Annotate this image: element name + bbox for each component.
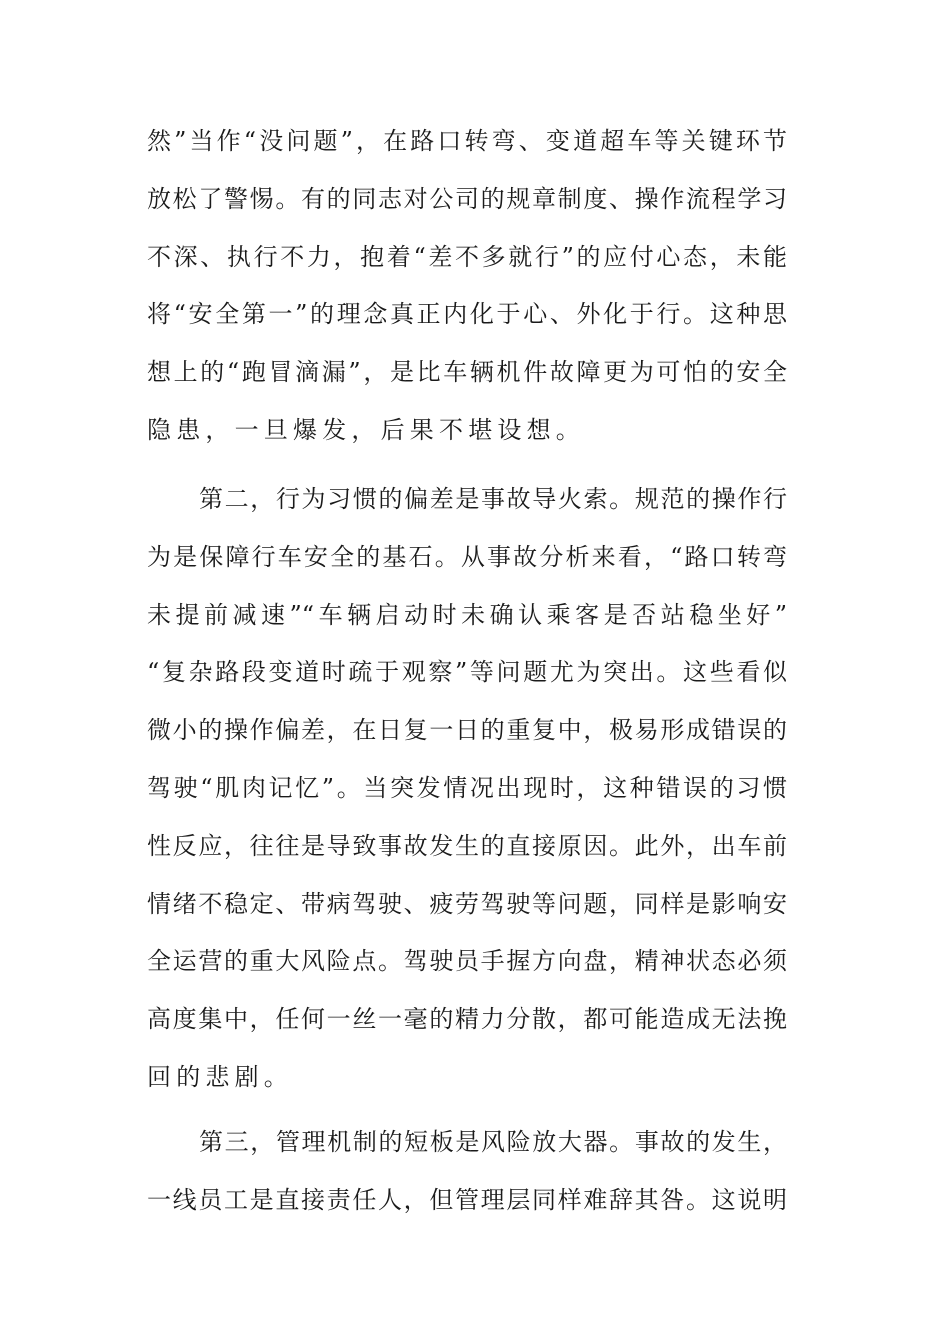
text-line: 未提前减速”“车辆启动时未确认乘客是否站稳坐好” (147, 600, 787, 629)
text-line: 情绪不稳定、带病驾驶、疲劳驾驶等问题，同样是影响安 (147, 889, 787, 918)
text-line: 驾驶“肌肉记忆”。当突发情况出现时，这种错误的习惯 (147, 773, 787, 802)
text-line: 一线员工是直接责任人，但管理层同样难辞其咎。这说明 (147, 1185, 787, 1214)
text-line: “复杂路段变道时疏于观察”等问题尤为突出。这些看似 (147, 658, 787, 687)
paragraph-third (147, 1114, 787, 1230)
text-line: 第三，管理机制的短板是风险放大器。事故的发生， (199, 1128, 787, 1156)
paragraph-continuation (147, 113, 787, 460)
text-line: 回的悲剧。 (147, 1062, 293, 1091)
text-line: 不深、执行不力，抱着“差不多就行”的应付心态，未能 (147, 242, 787, 271)
text-line: 为是保障行车安全的基石。从事故分析来看，“路口转弯 (147, 542, 787, 571)
text-line: 隐患，一旦爆发，后果不堪设想。 (147, 415, 585, 444)
text-line: 全运营的重大风险点。驾驶员手握方向盘，精神状态必须 (147, 947, 787, 976)
text-line: 高度集中，任何一丝一毫的精力分散，都可能造成无法挽 (147, 1005, 787, 1034)
text-line: 将“安全第一”的理念真正内化于心、外化于行。这种思 (147, 300, 787, 329)
text-line: 放松了警惕。有的同志对公司的规章制度、操作流程学习 (147, 184, 787, 213)
text-line: 第二，行为习惯的偏差是事故导火索。规范的操作行 (199, 485, 787, 513)
paragraph-second (147, 471, 787, 1107)
text-line: 想上的“跑冒滴漏”，是比车辆机件故障更为可怕的安全 (147, 358, 787, 387)
text-line: 微小的操作偏差，在日复一日的重复中，极易形成错误的 (147, 716, 787, 745)
text-line: 性反应，往往是导致事故发生的直接原因。此外，出车前 (147, 831, 787, 860)
text-line: 然”当作“没问题”，在路口转弯、变道超车等关键环节 (147, 127, 787, 155)
